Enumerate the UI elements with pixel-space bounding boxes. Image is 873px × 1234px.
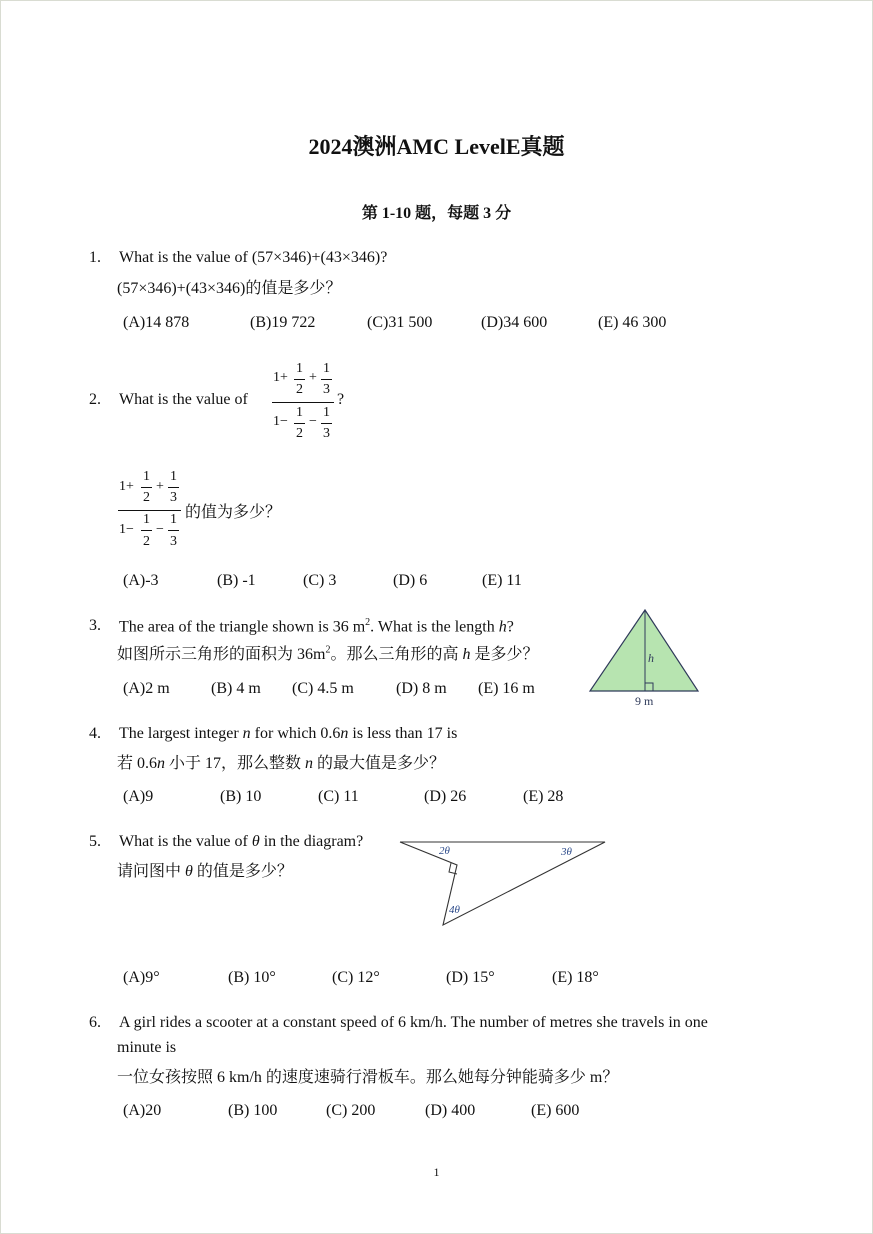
fraction-text: 3 xyxy=(323,382,330,397)
question-text-zh: 的值为多少？ xyxy=(185,504,282,521)
fraction-text: + xyxy=(156,479,164,494)
option-d: (D) 15° xyxy=(446,969,495,986)
option-a: (A)9 xyxy=(123,788,154,805)
fraction-text: 1 xyxy=(323,361,330,376)
option-d: (D) 26 xyxy=(424,788,467,805)
option-b: (B)19 722 xyxy=(250,314,316,331)
option-b: (B) 10° xyxy=(228,969,276,986)
fraction-text: + xyxy=(309,370,317,385)
height-label: h xyxy=(648,651,654,665)
option-e: (E) 18° xyxy=(552,969,599,986)
question-text-zh: 若 0.6n 小于 17，那么整数 n 的最大值是多少？ xyxy=(117,755,446,772)
option-c: (C)31 500 xyxy=(367,314,433,331)
fraction-bar xyxy=(321,423,332,424)
question-text-en: What is the value of (57×346)+(43×346)? xyxy=(119,249,388,266)
main-fraction-bar xyxy=(118,510,181,511)
fraction-text: 1 xyxy=(143,469,150,484)
question-number: 3. xyxy=(89,617,101,634)
diagram-lines xyxy=(400,842,605,925)
option-c: (C) 12° xyxy=(332,969,380,986)
fraction-bar xyxy=(294,379,305,380)
question-text-en: What is the value of xyxy=(119,391,248,408)
fraction-text: 1 xyxy=(143,512,150,527)
option-d: (D) 400 xyxy=(425,1102,476,1119)
question-text-zh: 如图所示三角形的面积为 $36m^2$。那么三角形的高 h 是多少？ xyxy=(117,644,539,663)
fraction-text: 1 xyxy=(296,361,303,376)
option-e: (E) 600 xyxy=(531,1102,580,1119)
option-a: (A)20 xyxy=(123,1102,162,1119)
question-text-zh: (57×346)+(43×346)的值是多少？ xyxy=(117,280,342,297)
question-text-zh: 一位女孩按照 6 km/h 的速度速骑行滑板车。那么她每分钟能骑多少 m？ xyxy=(117,1069,619,1086)
fraction-text: − xyxy=(309,414,317,429)
base-label: 9 m xyxy=(635,694,654,708)
question-text-en-line1: A girl rides a scooter at a constant speed of 6 km/h. The number of metres she travels in one xyxy=(119,1014,708,1031)
fraction-text: 1− xyxy=(273,414,288,429)
fraction-text: 1 xyxy=(323,405,330,420)
option-b: (B) -1 xyxy=(217,572,256,589)
question-number: 4. xyxy=(89,725,101,742)
fraction-text: 1 xyxy=(170,512,177,527)
option-d: (D) 8 m xyxy=(396,680,447,697)
option-e: (E) 16 m xyxy=(478,680,535,697)
main-fraction-bar xyxy=(272,402,334,403)
question-text-en: What is the value of θ in the diagram? xyxy=(119,833,364,850)
option-e: (E) 11 xyxy=(482,572,522,589)
fraction-text: 3 xyxy=(323,426,330,441)
question-mark: ? xyxy=(337,391,345,408)
question-text-en: The area of the triangle shown is 36 $m^2$. What is the length h? xyxy=(119,617,514,636)
page-title: 2024澳洲AMC LevelE真题 xyxy=(308,134,565,159)
option-a: (A)-3 xyxy=(123,572,159,589)
fraction-text: 1+ xyxy=(119,479,134,494)
fraction-text: 2 xyxy=(143,534,150,549)
question-number: 1. xyxy=(89,249,101,266)
fraction-text: 3 xyxy=(170,534,177,549)
option-a: (A)14 878 xyxy=(123,314,190,331)
question-number: 6. xyxy=(89,1014,101,1031)
option-d: (D) 6 xyxy=(393,572,428,589)
option-b: (B) 4 m xyxy=(211,680,261,697)
option-b: (B) 100 xyxy=(228,1102,278,1119)
option-b: (B) 10 xyxy=(220,788,262,805)
angle-label-4theta: 4θ xyxy=(449,904,460,916)
fraction-text: 1 xyxy=(296,405,303,420)
fraction-text: 1 xyxy=(170,469,177,484)
fraction-bar xyxy=(321,379,332,380)
option-c: (C) 4.5 m xyxy=(292,680,354,697)
fraction-bar xyxy=(141,487,152,488)
fraction-text: 1+ xyxy=(273,370,288,385)
angle-label-2theta: 2θ xyxy=(439,845,450,857)
section-heading: 第 1-10 题，每题 3 分 xyxy=(361,205,512,222)
triangle-figure xyxy=(585,605,705,710)
fraction-text: 3 xyxy=(170,490,177,505)
option-c: (C) 11 xyxy=(318,788,359,805)
question-text-en-line2: minute is xyxy=(117,1039,177,1056)
fraction-bar xyxy=(168,487,179,488)
fraction-bar xyxy=(294,423,305,424)
question-number: 2. xyxy=(89,391,101,408)
question-text-zh: 请问图中 θ 的值是多少？ xyxy=(117,863,293,880)
triangle-shape xyxy=(590,610,698,691)
page-number: 1 xyxy=(433,1165,440,1179)
option-c: (C) 3 xyxy=(303,572,337,589)
angle-diagram xyxy=(395,835,610,933)
option-d: (D)34 600 xyxy=(481,314,548,331)
fraction-text: − xyxy=(156,522,164,537)
fraction-bar xyxy=(141,530,152,531)
fraction-text: 2 xyxy=(143,490,150,505)
option-a: (A)2 m xyxy=(123,680,170,697)
fraction-text: 1− xyxy=(119,522,134,537)
angle-label-3theta: 3θ xyxy=(561,846,572,858)
option-e: (E) 28 xyxy=(523,788,564,805)
question-text-en: The largest integer n for which 0.6n is less than 17 is xyxy=(119,725,458,742)
fraction-bar xyxy=(168,530,179,531)
fraction-text: 2 xyxy=(296,426,303,441)
option-e: (E) 46 300 xyxy=(598,314,667,331)
question-number: 5. xyxy=(89,833,101,850)
fraction-text: 2 xyxy=(296,382,303,397)
option-c: (C) 200 xyxy=(326,1102,376,1119)
option-a: (A)9° xyxy=(123,969,160,986)
